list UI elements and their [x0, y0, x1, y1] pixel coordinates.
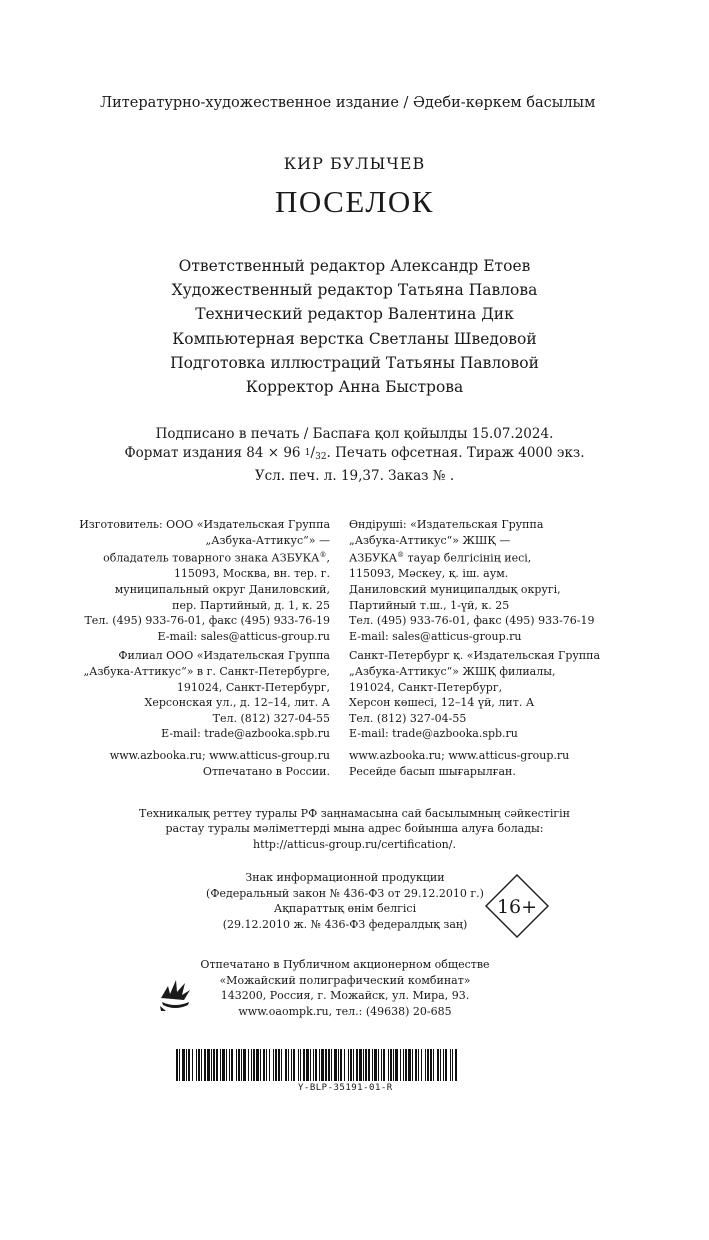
barcode-bar: [421, 1049, 422, 1081]
barcode-bar: [418, 1049, 419, 1081]
book-title: ПОСЕЛОК: [275, 184, 434, 219]
book-author: КИР БУЛЫЧЕВ: [283, 154, 426, 173]
barcode-bar: [383, 1049, 385, 1081]
publisher-ru: [79, 517, 330, 783]
barcode-bar: [182, 1049, 185, 1081]
barcode-bar: [356, 1049, 358, 1081]
barcode-bar: [288, 1049, 289, 1081]
barcode-bar: [412, 1049, 413, 1081]
age-rating-text: 16+: [496, 896, 538, 918]
barcode-bar: [363, 1049, 364, 1081]
barcode-bar: [204, 1049, 206, 1081]
barcode-bar: [293, 1049, 295, 1081]
barcode-bar: [300, 1049, 301, 1081]
credit-line: Художественный редактор Татьяна Павлова: [171, 281, 538, 300]
barcode-bar: [179, 1049, 180, 1081]
barcode-bar: [176, 1049, 178, 1081]
barcode-bar: [368, 1049, 370, 1081]
barcode-bar: [251, 1049, 252, 1081]
edition-type: Литературно-художественное издание / Әдеби-көркем басылым: [100, 95, 596, 111]
barcode-bar: [192, 1049, 193, 1081]
barcode-bar: [437, 1049, 439, 1081]
barcode-text: Y-BLP-35191-01-R: [298, 1083, 393, 1093]
barcode: [176, 1049, 458, 1081]
credits: [0, 254, 709, 399]
barcode-bar: [400, 1049, 401, 1081]
barcode-bar: [427, 1049, 429, 1081]
certification-note: Техникалық реттеу туралы РФ заңнамасына сай басылымның сәйкестігін растау туралы мәліметтерді мына адрес бойынша алуға болады: http://atticus-group.ru/certification/.: [139, 807, 570, 851]
barcode-bar: [213, 1049, 215, 1081]
barcode-bar: [229, 1049, 230, 1081]
barcode-bar: [425, 1049, 426, 1081]
barcode-bar: [226, 1049, 227, 1081]
credit-line: Технический редактор Валентина Дик: [195, 305, 514, 324]
credit-line: Ответственный редактор Александр Етоев: [178, 257, 531, 275]
barcode-bar: [269, 1049, 270, 1081]
age-rating-badge: [485, 874, 549, 938]
barcode-bar: [207, 1049, 210, 1081]
branch-ru: Филиал ООО «Издательская Группа „Азбука-Аттикус“» в г. Санкт-Петербурге, 191024, Санкт-Петербург, Херсонская ул., д. 12–14, лит. А Тел. (812) 327-04-55 E-mail: trade@azbooka.spb.ru: [83, 649, 330, 741]
barcode-bar: [321, 1049, 324, 1081]
barcode-bar: [243, 1049, 246, 1081]
barcode-bar: [222, 1049, 225, 1081]
web-ru: www.azbooka.ru; www.atticus-group.ru Отпечатано в России.: [109, 748, 330, 778]
barcode-bar: [393, 1049, 394, 1081]
barcode-bar: [310, 1049, 311, 1081]
publication-info: [0, 425, 709, 486]
barcode-bar: [430, 1049, 432, 1081]
barcode-bar: [395, 1049, 398, 1081]
barcode-bar: [344, 1049, 345, 1081]
barcode-bar: [248, 1049, 249, 1081]
barcode-bar: [440, 1049, 441, 1081]
web-kz: www.azbooka.ru; www.atticus-group.ru Ресейде басып шығарылған.: [349, 748, 570, 778]
barcode-bar: [281, 1049, 282, 1081]
barcode-bar: [348, 1049, 349, 1081]
barcode-bar: [220, 1049, 221, 1081]
barcode-bar: [201, 1049, 202, 1081]
barcode-bar: [334, 1049, 337, 1081]
barcode-bar: [315, 1049, 317, 1081]
barcode-bar: [188, 1049, 190, 1081]
branch-kz: Санкт-Петербург қ. «Издательская Группа „Азбука-Аттикус“» ЖШҚ филиалы, 191024, Санкт-Петербург, Херсон көшесі, 12–14 үй, лит. А Тел. (812) 327-04-55 E-mail: trade@azbooka.spb.ru: [349, 649, 601, 741]
barcode-bar: [231, 1049, 233, 1081]
sheets-line: Усл. печ. л. 19,37. Заказ № .: [254, 468, 455, 484]
barcode-bar: [236, 1049, 237, 1081]
printer-logo-icon: [158, 978, 192, 1012]
barcode-bar: [238, 1049, 240, 1081]
barcode-bar: [338, 1049, 339, 1081]
barcode-bar: [403, 1049, 404, 1081]
barcode-bar: [196, 1049, 197, 1081]
barcode-bar: [365, 1049, 367, 1081]
barcode-bar: [260, 1049, 261, 1081]
barcode-bar: [285, 1049, 287, 1081]
barcode-bar: [186, 1049, 187, 1081]
signed-line: Подписано в печать / Баспаға қол қойылды 15.07.2024.: [155, 426, 554, 442]
barcode-bar: [450, 1049, 451, 1081]
barcode-bar: [325, 1049, 327, 1081]
barcode-bar: [266, 1049, 267, 1081]
barcode-bar: [381, 1049, 382, 1081]
publisher-kz: [349, 517, 600, 783]
maker-kz: Өндіруші: «Издательская Группа „Азбука-Аттикус“» ЖШҚ — АЗБУКА® тауар белгісінің иесі, 115093, Мәскеу, қ. іш. аум. Даниловский муниципалдық округі, Партийный т.ш., 1-үй, к. 25 Тел. (495) 933-76-01, факс (495) 933-76-19 E-mail: sales@atticus-group.ru: [349, 518, 595, 643]
barcode-bar: [291, 1049, 292, 1081]
barcode-bar: [443, 1049, 444, 1081]
barcode-bar: [328, 1049, 330, 1081]
info-product-sign: Знак информационной продукции (Федеральный закон № 436-ФЗ от 29.12.2010 г.) Ақпараттық өнім белгісі (29.12.2010 ж. № 436-ФЗ федералдық заң): [206, 871, 484, 931]
barcode-bar: [359, 1049, 362, 1081]
barcode-bar: [278, 1049, 280, 1081]
barcode-bar: [275, 1049, 277, 1081]
barcode-bar: [313, 1049, 314, 1081]
barcode-bar: [263, 1049, 265, 1081]
barcode-bar: [390, 1049, 392, 1081]
barcode-bar: [306, 1049, 309, 1081]
barcode-bar: [340, 1049, 342, 1081]
barcode-bar: [388, 1049, 389, 1081]
barcode-bar: [372, 1049, 373, 1081]
barcode-bar: [256, 1049, 259, 1081]
barcode-bar: [253, 1049, 255, 1081]
barcode-bar: [273, 1049, 274, 1081]
barcode-bar: [198, 1049, 200, 1081]
barcode-bar: [211, 1049, 212, 1081]
barcode-bar: [319, 1049, 320, 1081]
barcode-bar: [445, 1049, 447, 1081]
credit-line: Подготовка иллюстраций Татьяны Павловой: [170, 353, 539, 372]
barcode-bar: [415, 1049, 417, 1081]
barcode-bar: [405, 1049, 407, 1081]
credit-line: Корректор Анна Быстрова: [245, 378, 464, 397]
barcode-bar: [374, 1049, 377, 1081]
format-line: Формат издания 84 × 96 $^1$/32. Печать офсетная. Тираж 4000 экз.: [124, 445, 585, 462]
barcode-bar: [241, 1049, 242, 1081]
barcode-bar: [298, 1049, 299, 1081]
maker-ru: Изготовитель: ООО «Издательская Группа „Азбука-Аттикус“» — обладатель товарного знака АЗБУКА®, 115093, Москва, вн. тер. г. муниципальный округ Даниловский, пер. Партийный, д. 1, к. 25 Тел. (495) 933-76-01, факс (495) 933-76-19 E-mail: sales@atticus-group.ru: [79, 518, 330, 643]
barcode-bar: [433, 1049, 434, 1081]
barcode-bar: [452, 1049, 453, 1081]
barcode-bar: [216, 1049, 218, 1081]
barcode-bar: [353, 1049, 354, 1081]
credit-line: Компьютерная верстка Светланы Шведовой: [172, 329, 537, 348]
barcode-bar: [350, 1049, 352, 1081]
barcode-bar: [455, 1049, 457, 1081]
barcode-bar: [408, 1049, 411, 1081]
barcode-bar: [378, 1049, 379, 1081]
barcode-bar: [303, 1049, 305, 1081]
barcode-bar: [331, 1049, 332, 1081]
printer-info: Отпечатано в Публичном акционерном обществе «Можайский полиграфический комбинат» 143200, Россия, г. Можайск, ул. Мира, 93. www.oaompk.ru, тел.: (49638) 20-685: [200, 958, 490, 1018]
